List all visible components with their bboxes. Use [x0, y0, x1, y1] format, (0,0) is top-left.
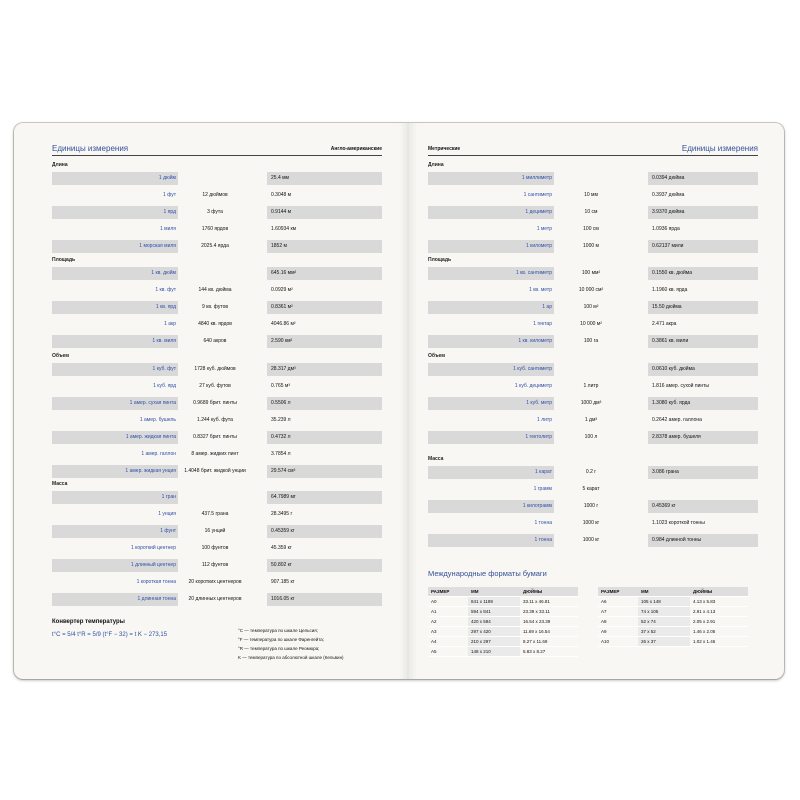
unit-metric-value: 64.7989 мг [267, 491, 382, 504]
unit-row [52, 446, 382, 463]
paper-size: A4 [428, 637, 468, 647]
unit-equivalent: 16 унций [204, 528, 226, 534]
unit-name: 1 кв. километр [428, 335, 554, 348]
unit-name: 1 тонна [534, 520, 552, 526]
paper-mm: 148 x 210 [468, 647, 520, 657]
unit-name: 1 куб. ярд [153, 383, 176, 389]
unit-metric-value: 0.0610 куб. дюйма [648, 363, 758, 376]
unit-row [52, 282, 382, 299]
note-line: °F — температура по шкале Фаренгейта; [238, 637, 325, 642]
unit-metric-value: 3.086 грана [648, 466, 758, 479]
notebook-spread [14, 123, 784, 679]
unit-metric-value: 0.3861 кв. мили [648, 335, 758, 348]
unit-metric-value: 35.239 л [271, 417, 291, 423]
unit-name: 1 грамм [533, 486, 552, 492]
unit-row [428, 170, 758, 187]
paper-row [428, 617, 578, 627]
temperature-formula: t°C = 5/4 t°R = 5/9 (t°F − 32) = t K − 273,15 [52, 632, 168, 638]
unit-equivalent: 100 фунтов [201, 545, 229, 551]
note-line: °C — температура по шкале Цельсия; [238, 628, 318, 633]
unit-row [52, 574, 382, 591]
unit-row [52, 378, 382, 395]
section-heading: Длина [52, 162, 68, 168]
unit-row [52, 506, 382, 523]
paper-row [428, 637, 578, 647]
paper-table-right [598, 587, 748, 647]
section-heading: Длина [428, 162, 444, 168]
unit-metric-value: 2.8378 амер. бушеля [648, 431, 758, 444]
paper-inches: 5.83 x 8.27 [520, 647, 578, 657]
unit-row [52, 238, 382, 255]
right-title: Единицы измерения [681, 144, 758, 153]
paper-mm: 37 x 52 [638, 627, 690, 637]
unit-row [428, 282, 758, 299]
paper-size: A0 [428, 597, 468, 607]
paper-row [598, 607, 748, 617]
temperature-notes [238, 626, 344, 662]
unit-name: 1 гектар [533, 321, 552, 327]
unit-name: 1 амер. бушель [139, 417, 176, 423]
unit-name: 1 карат [428, 466, 554, 479]
paper-mm: 841 x 1189 [468, 597, 520, 607]
unit-name: 1 дециметр [428, 206, 554, 219]
unit-name: 1 миля [159, 226, 176, 232]
unit-equivalent: 12 дюймов [202, 192, 228, 198]
unit-row [52, 265, 382, 282]
unit-equivalent: 0.8327 брит. пинты [193, 434, 237, 440]
paper-row [598, 617, 748, 627]
unit-metric-value: 0.984 длинной тонны [648, 534, 758, 547]
unit-equivalent: 100 л [584, 434, 598, 440]
unit-metric-value: 0.5506 л [267, 397, 382, 410]
section-heading: Масса [428, 456, 444, 462]
unit-equivalent: 100 мм² [581, 270, 601, 276]
paper-inches: 1.46 x 2.05 [690, 627, 748, 637]
unit-equivalent: 4840 кв. ярдов [198, 321, 232, 327]
paper-size: A8 [598, 617, 638, 627]
paper-size: A6 [598, 597, 638, 607]
unit-row [428, 299, 758, 316]
unit-equivalent: 10 мм [584, 192, 598, 198]
unit-metric-value: 2.471 акра [652, 321, 677, 327]
unit-row [428, 316, 758, 333]
unit-row [428, 265, 758, 282]
unit-equivalent: 1.4048 брит. жидкой унции [184, 468, 246, 474]
unit-name: 1 тонна [428, 534, 554, 547]
section-heading: Объем [52, 353, 69, 359]
unit-name: 1 сантиметр [523, 192, 552, 198]
unit-metric-value: 0.3048 м [271, 192, 292, 198]
unit-name: 1 кв. сантиметр [428, 267, 554, 280]
unit-equivalent: 100 м² [583, 304, 599, 310]
section-heading: Масса [52, 481, 68, 487]
unit-metric-value: 25.4 мм [267, 172, 382, 185]
paper-table-left [428, 587, 578, 657]
unit-metric-value: 0.45369 кг [648, 500, 758, 513]
unit-name: 1 унция [158, 511, 176, 517]
unit-equivalent: 1000 г [583, 503, 599, 509]
paper-inches: 1.02 x 1.46 [690, 637, 748, 647]
unit-row [428, 238, 758, 255]
unit-equivalent: 1.244 куб. фута [197, 417, 233, 423]
unit-row [52, 361, 382, 378]
paper-inches: 4.13 x 5.83 [690, 597, 748, 607]
unit-equivalent: 3 фута [207, 209, 223, 215]
unit-metric-value: 0.9144 м [267, 206, 382, 219]
unit-row [52, 540, 382, 557]
unit-equivalent: 5 карат [582, 486, 600, 492]
paper-row [428, 597, 578, 607]
unit-row [428, 498, 758, 515]
paper-inches: 2.05 x 2.91 [690, 617, 748, 627]
unit-name: 1 килограмм [428, 500, 554, 513]
right-header [428, 139, 758, 156]
unit-equivalent [178, 172, 252, 185]
unit-name: 1 акр [164, 321, 176, 327]
paper-header-cell: ДЮЙМЫ [690, 587, 748, 597]
unit-row [428, 515, 758, 532]
unit-equivalent: 2025.4 ярда [201, 243, 229, 249]
right-subtitle: Метрические [428, 146, 461, 152]
unit-metric-value: 0.0394 дюйма [648, 172, 758, 185]
unit-equivalent: 1000 кг [582, 537, 600, 543]
paper-inches: 16.54 x 23.39 [520, 617, 578, 627]
unit-row [52, 187, 382, 204]
unit-row [52, 557, 382, 574]
unit-name: 1 гран [52, 491, 178, 504]
paper-inches: 11.69 x 16.54 [520, 627, 578, 637]
paper-row [598, 597, 748, 607]
unit-metric-value: 29.574 см³ [267, 465, 382, 478]
unit-equivalent: 10 000 м² [580, 321, 602, 327]
paper-inches: 2.91 x 4.13 [690, 607, 748, 617]
unit-name: 1 кв. фут [155, 287, 176, 293]
unit-row [52, 299, 382, 316]
unit-metric-value: 0.4732 л [267, 431, 382, 444]
unit-row [428, 361, 758, 378]
unit-name: 1 амер. сухая пинта [52, 397, 178, 410]
unit-name: 1 амер. жидкая унция [52, 465, 178, 478]
unit-row [52, 170, 382, 187]
paper-size: A7 [598, 607, 638, 617]
unit-metric-value: 3.7854 л [271, 451, 291, 457]
paper-row [598, 627, 748, 637]
paper-size: A5 [428, 647, 468, 657]
unit-equivalent: 1000 кг [582, 520, 600, 526]
unit-name: 1 дюйм [52, 172, 178, 185]
unit-equivalent: 1 дм³ [584, 417, 598, 423]
paper-mm: 594 x 841 [468, 607, 520, 617]
unit-metric-value: 1.1960 кв. ярда [652, 287, 688, 293]
paper-header-cell: ДЮЙМЫ [520, 587, 578, 597]
unit-name: 1 короткая тонна [136, 579, 176, 585]
unit-row [428, 532, 758, 549]
unit-equivalent: 112 фунтов [201, 562, 229, 568]
paper-header-cell: РАЗМЕР [428, 587, 468, 597]
paper-size: A9 [598, 627, 638, 637]
unit-row [52, 204, 382, 221]
paper-size: A10 [598, 637, 638, 647]
unit-name: 1 литр [537, 417, 552, 423]
section-heading: Площадь [52, 257, 76, 263]
unit-equivalent: 1000 м [583, 243, 599, 249]
unit-metric-value [648, 483, 758, 496]
left-header [52, 139, 382, 156]
unit-name: 1 ярд [52, 206, 178, 219]
unit-row [52, 489, 382, 506]
paper-header-cell: ММ [638, 587, 690, 597]
unit-equivalent: 100 га [583, 338, 599, 344]
section-heading: Объем [428, 353, 445, 359]
unit-equivalent [178, 267, 252, 280]
unit-row [428, 333, 758, 350]
paper-row [598, 637, 748, 647]
unit-row [52, 412, 382, 429]
left-title: Единицы измерения [52, 144, 129, 153]
unit-equivalent: 9 кв. футов [201, 304, 229, 310]
unit-row [52, 463, 382, 480]
unit-metric-value: 15.50 дюйма [648, 301, 758, 314]
unit-metric-value: 1.816 амер. сухой пинты [652, 383, 710, 389]
paper-header-cell: ММ [468, 587, 520, 597]
unit-name: 1 куб. фут [52, 363, 178, 376]
paper-mm: 74 x 105 [638, 607, 690, 617]
unit-metric-value: 0.0929 м² [271, 287, 293, 293]
unit-metric-value: 28.3495 г [271, 511, 293, 517]
unit-name: 1 гектолитр [428, 431, 554, 444]
unit-rows [52, 489, 382, 608]
unit-name: 1 куб. метр [428, 397, 554, 410]
unit-row [52, 523, 382, 540]
unit-rows [428, 464, 758, 549]
unit-metric-value: 1016.05 кг [267, 593, 382, 606]
note-line: K — температура по абсолютной шкале (Кельвин) [238, 655, 344, 660]
unit-rows [52, 265, 382, 350]
paper-row [428, 607, 578, 617]
left-page [52, 123, 382, 679]
unit-equivalent: 27 куб. футов [199, 383, 231, 389]
unit-row [52, 221, 382, 238]
page-fold [399, 123, 417, 679]
paper-mm: 26 x 37 [638, 637, 690, 647]
unit-row [428, 187, 758, 204]
unit-metric-value: 28.317 дм³ [267, 363, 382, 376]
unit-rows [52, 170, 382, 255]
unit-metric-value: 645.16 мм² [267, 267, 382, 280]
unit-rows [428, 361, 758, 446]
unit-row [428, 429, 758, 446]
paper-mm: 52 x 74 [638, 617, 690, 627]
unit-equivalent: 1728 куб. дюймов [194, 366, 236, 372]
unit-row [52, 333, 382, 350]
unit-metric-value: 1.0936 ярда [652, 226, 680, 232]
paper-row [428, 627, 578, 637]
unit-name: 1 фут [162, 192, 176, 198]
unit-equivalent: 1000 дм³ [580, 400, 602, 406]
unit-equivalent [178, 491, 252, 504]
paper-inches: 8.27 x 11.69 [520, 637, 578, 647]
unit-equivalent: 640 акров [203, 338, 227, 344]
unit-metric-value: 1.3080 куб. ярда [648, 397, 758, 410]
unit-metric-value: 1.1023 короткой тонны [652, 520, 705, 526]
unit-metric-value: 45.359 кг [271, 545, 292, 551]
unit-equivalent: 144 кв. дюйма [198, 287, 232, 293]
unit-name: 1 длинный центнер [52, 559, 178, 572]
unit-metric-value: 4046.86 м² [271, 321, 296, 327]
unit-metric-value: 0.765 м³ [271, 383, 291, 389]
unit-row [428, 204, 758, 221]
unit-row [428, 221, 758, 238]
unit-name: 1 морская миля [52, 240, 178, 253]
unit-name: 1 километр [428, 240, 554, 253]
unit-row [52, 429, 382, 446]
paper-formats-title: Международные форматы бумаги [428, 569, 547, 578]
unit-rows [428, 265, 758, 350]
paper-inches: 23.39 x 33.11 [520, 607, 578, 617]
unit-row [428, 481, 758, 498]
unit-row [428, 378, 758, 395]
paper-size: A2 [428, 617, 468, 627]
unit-row [428, 395, 758, 412]
unit-row [52, 591, 382, 608]
unit-metric-value: 0.45359 кг [267, 525, 382, 538]
unit-name: 1 длинная тонна [52, 593, 178, 606]
unit-equivalent: 0.9689 брит. пинты [193, 400, 237, 406]
paper-row [428, 647, 578, 657]
paper-inches: 33.11 x 46.81 [520, 597, 578, 607]
section-heading: Площадь [428, 257, 452, 263]
unit-metric-value: 907.185 кг [271, 579, 295, 585]
unit-equivalent: 8 амер. жидких пинт [191, 451, 239, 457]
unit-equivalent: 1760 ярдов [201, 226, 229, 232]
unit-equivalent: 100 см [583, 226, 599, 232]
unit-equivalent: 0.2 г [585, 469, 597, 475]
unit-row [52, 316, 382, 333]
unit-name: 1 амер. жидкая пинта [52, 431, 178, 444]
paper-mm: 210 x 297 [468, 637, 520, 647]
unit-metric-value: 0.62137 мили [648, 240, 758, 253]
unit-row [428, 412, 758, 429]
paper-size: A1 [428, 607, 468, 617]
unit-equivalent: 20 длинных центнеров [188, 596, 242, 602]
unit-metric-value: 1852 м [267, 240, 382, 253]
unit-equivalent: 437.5 грана [201, 511, 229, 517]
unit-row [52, 395, 382, 412]
unit-equivalent: 20 коротких центнеров [188, 579, 242, 585]
unit-equivalent: 1 литр [583, 383, 599, 389]
unit-metric-value: 50.802 кг [267, 559, 382, 572]
unit-name: 1 куб. дециметр [514, 383, 552, 389]
paper-size: A3 [428, 627, 468, 637]
paper-header-row [598, 587, 748, 597]
unit-metric-value: 0.1550 кв. дюйма [648, 267, 758, 280]
unit-name: 1 кв. метр [529, 287, 552, 293]
unit-rows [52, 361, 382, 480]
unit-name: 1 ар [428, 301, 554, 314]
unit-metric-value: 0.2642 амер. галлона [652, 417, 702, 423]
unit-name: 1 короткий центнер [130, 545, 176, 551]
unit-name: 1 миллиметр [428, 172, 554, 185]
unit-equivalent: 10 см [584, 209, 598, 215]
paper-mm: 420 x 594 [468, 617, 520, 627]
unit-name: 1 амер. галлон [141, 451, 176, 457]
unit-metric-value: 1.60934 км [271, 226, 297, 232]
unit-name: 1 куб. сантиметр [428, 363, 554, 376]
paper-mm: 297 x 420 [468, 627, 520, 637]
unit-metric-value: 2.590 км² [267, 335, 382, 348]
right-page [428, 123, 758, 679]
unit-name: 1 кв. ярд [52, 301, 178, 314]
paper-mm: 105 x 148 [638, 597, 690, 607]
unit-name: 1 кв. дюйм [52, 267, 178, 280]
unit-metric-value: 0.8361 м² [267, 301, 382, 314]
unit-equivalent [554, 172, 628, 185]
unit-name: 1 фунт [52, 525, 178, 538]
unit-equivalent: 10 000 см² [578, 287, 604, 293]
unit-name: 1 кв. миля [52, 335, 178, 348]
paper-header-row [428, 587, 578, 597]
unit-metric-value: 0.3937 дюйма [652, 192, 685, 198]
unit-name: 1 метр [536, 226, 552, 232]
unit-rows [428, 170, 758, 255]
paper-header-cell: РАЗМЕР [598, 587, 638, 597]
unit-equivalent [554, 363, 628, 376]
unit-metric-value: 3.9370 дюйма [648, 206, 758, 219]
left-subtitle: Англо-американские [330, 146, 382, 152]
note-line: °R — температура по шкале Реомюра; [238, 646, 320, 651]
unit-row [428, 464, 758, 481]
converter-title: Конвертер температуры [52, 619, 125, 625]
